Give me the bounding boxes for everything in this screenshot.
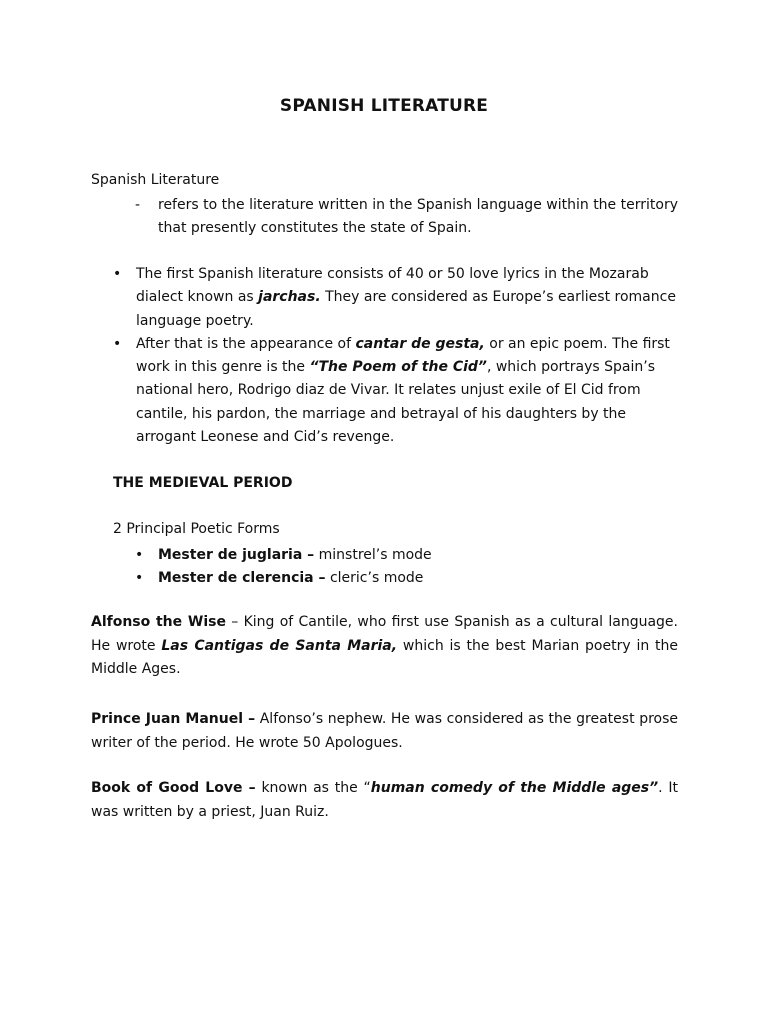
list-item	[135, 544, 635, 567]
quote-human-comedy: human comedy of the Middle ages”	[370, 780, 659, 796]
list-item	[113, 263, 678, 333]
paragraph-term: Alfonso the Wise	[91, 614, 226, 630]
paragraph-good-love	[91, 777, 678, 824]
paragraph-text: . It was written by a priest, Juan Ruiz.	[91, 780, 678, 820]
term-jarchas: jarchas.	[258, 289, 321, 306]
form-name: Mester de juglaria –	[158, 547, 315, 563]
paragraph-juan-manuel	[91, 708, 678, 755]
paragraph-term: Book of Good Love –	[91, 780, 256, 796]
list-item	[113, 333, 678, 449]
bullet-icon: •	[135, 547, 144, 563]
bullet-icon: •	[113, 266, 122, 282]
work-poem-of-the-cid: “The Poem of the Cid”	[309, 359, 487, 376]
bullet-text: or an epic poem. The first work in this genre is the	[136, 335, 670, 376]
paragraph-text: known as the “	[255, 780, 371, 796]
bullet-icon: •	[113, 335, 122, 352]
bullet-text: After that is the appearance of	[136, 335, 356, 352]
section-heading: THE MEDIEVAL PERIOD	[113, 475, 293, 491]
forms-list	[135, 544, 635, 590]
term-cantar-de-gesta: cantar de gesta,	[355, 335, 485, 352]
form-desc: cleric’s mode	[325, 570, 424, 586]
paragraph-text: which is the best Marian poetry in the Middle Ages.	[91, 637, 679, 677]
paragraph-text: Alfonso’s nephew. He was considered as the greatest prose writer of the period. He wrote 50 Apologues.	[91, 711, 678, 751]
form-desc: minstrel’s mode	[314, 547, 432, 563]
bullet-text: , which portrays Spain’s national hero, Rodrigo diaz de Vivar. It relates unjust exile of El Cid from cantile, his pardon, the marriage and betrayal of his daughters by the arrogant Leonese and Cid’s revenge.	[136, 359, 656, 446]
document-title: SPANISH LITERATURE	[279, 96, 489, 116]
bullet-list	[113, 263, 678, 449]
work-cantigas: Las Cantigas de Santa Maria,	[161, 637, 398, 654]
definition-text: refers to the literature written in the Spanish language within the territory that presently constitutes the state of Spain.	[158, 197, 678, 236]
form-name: Mester de clerencia –	[158, 570, 326, 586]
forms-label: 2 Principal Poetic Forms	[113, 521, 280, 537]
bullet-icon: •	[135, 570, 144, 586]
paragraph-term: Prince Juan Manuel –	[91, 711, 256, 727]
paragraph-alfonso	[91, 611, 678, 682]
bullet-text: They are considered as Europe’s earliest romance language poetry.	[136, 289, 676, 329]
paragraph-text: – King of Cantile, who first use Spanish as a cultural language. He wrote	[91, 614, 678, 654]
intro-label: Spanish Literature	[91, 172, 220, 188]
dash-marker: -	[135, 197, 141, 213]
bullet-text: The first Spanish literature consists of 40 or 50 love lyrics in the Mozarab dialect known as	[136, 266, 649, 306]
list-item	[135, 567, 635, 590]
intro-definition	[135, 194, 678, 240]
